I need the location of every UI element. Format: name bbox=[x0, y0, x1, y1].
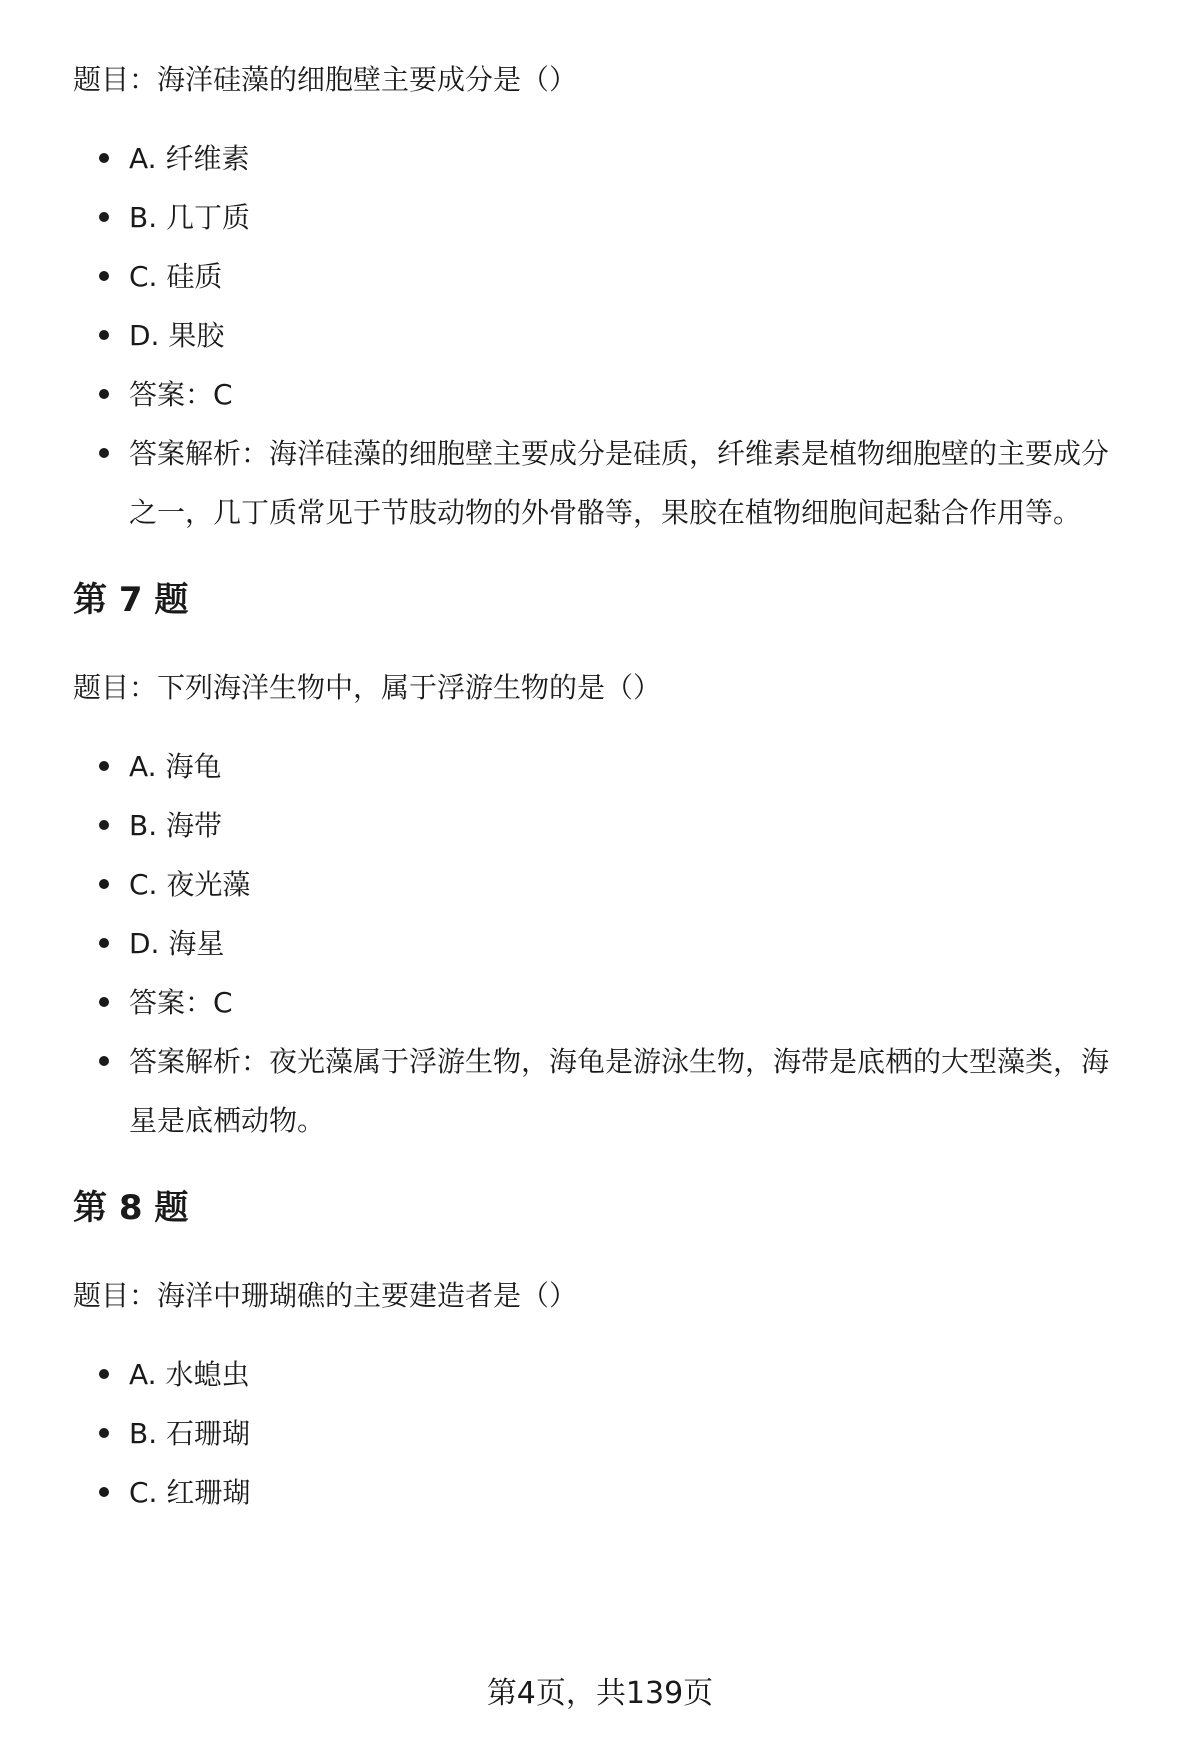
question-8-option-a bbox=[73, 1345, 1153, 1404]
option-label: C. 夜光藻 bbox=[129, 868, 251, 901]
question-6-option-a bbox=[73, 129, 1153, 188]
bullet-icon bbox=[99, 879, 109, 889]
analysis-label: 答案解析：海洋硅藻的细胞壁主要成分是硅质，纤维素是植物细胞壁的主要成分之一，几丁质常见于节肢动物的外骨骼等，果胶在植物细胞间起黏合作用等。 bbox=[129, 437, 1110, 529]
bullet-icon bbox=[99, 1056, 109, 1066]
option-label: A. 水螅虫 bbox=[129, 1358, 250, 1391]
question-7-option-a bbox=[73, 737, 1153, 796]
question-6-option-b bbox=[73, 188, 1153, 247]
question-6-text: 题目：海洋硅藻的细胞壁主要成分是（） bbox=[73, 63, 578, 96]
bullet-icon bbox=[99, 271, 109, 281]
question-8-options bbox=[73, 1345, 1153, 1522]
option-label: C. 红珊瑚 bbox=[129, 1476, 251, 1509]
option-label: C. 硅质 bbox=[129, 260, 223, 293]
bullet-icon bbox=[99, 761, 109, 771]
answer-label: 答案：C bbox=[129, 986, 233, 1019]
document-page bbox=[73, 60, 1153, 1522]
question-7-answer bbox=[73, 973, 1153, 1032]
question-7-text: 题目：下列海洋生物中，属于浮游生物的是（） bbox=[73, 671, 662, 704]
question-8-text: 题目：海洋中珊瑚礁的主要建造者是（） bbox=[73, 1279, 578, 1312]
question-7-analysis bbox=[73, 1032, 1153, 1150]
bullet-icon bbox=[99, 212, 109, 222]
question-6-option-c bbox=[73, 247, 1153, 306]
bullet-icon bbox=[99, 330, 109, 340]
option-label: A. 海龟 bbox=[129, 750, 222, 783]
option-label: B. 几丁质 bbox=[129, 201, 251, 234]
question-7-options bbox=[73, 737, 1153, 1150]
bullet-icon bbox=[99, 153, 109, 163]
question-7-option-c bbox=[73, 855, 1153, 914]
question-8-heading: 第 8 题 bbox=[73, 1188, 189, 1228]
question-7-heading: 第 7 题 bbox=[73, 580, 189, 620]
question-6-option-d bbox=[73, 306, 1153, 365]
option-label: A. 纤维素 bbox=[129, 142, 250, 175]
bullet-icon bbox=[99, 1428, 109, 1438]
bullet-icon bbox=[99, 820, 109, 830]
page-number-footer: 第4页，共139页 bbox=[486, 1676, 714, 1711]
bullet-icon bbox=[99, 1487, 109, 1497]
question-7-option-b bbox=[73, 796, 1153, 855]
option-label: B. 石珊瑚 bbox=[129, 1417, 251, 1450]
bullet-icon bbox=[99, 1369, 109, 1379]
option-label: D. 海星 bbox=[129, 927, 225, 960]
question-6-options bbox=[73, 129, 1153, 542]
bullet-icon bbox=[99, 448, 109, 458]
question-7-option-d bbox=[73, 914, 1153, 973]
question-6-answer bbox=[73, 365, 1153, 424]
bullet-icon bbox=[99, 997, 109, 1007]
option-label: B. 海带 bbox=[129, 809, 223, 842]
answer-label: 答案：C bbox=[129, 378, 233, 411]
analysis-label: 答案解析：夜光藻属于浮游生物，海龟是游泳生物，海带是底栖的大型藻类，海星是底栖动物。 bbox=[129, 1045, 1110, 1137]
option-label: D. 果胶 bbox=[129, 319, 225, 352]
bullet-icon bbox=[99, 938, 109, 948]
question-8-option-b bbox=[73, 1404, 1153, 1463]
question-6-analysis bbox=[73, 424, 1153, 542]
question-8-option-c bbox=[73, 1463, 1153, 1522]
bullet-icon bbox=[99, 389, 109, 399]
